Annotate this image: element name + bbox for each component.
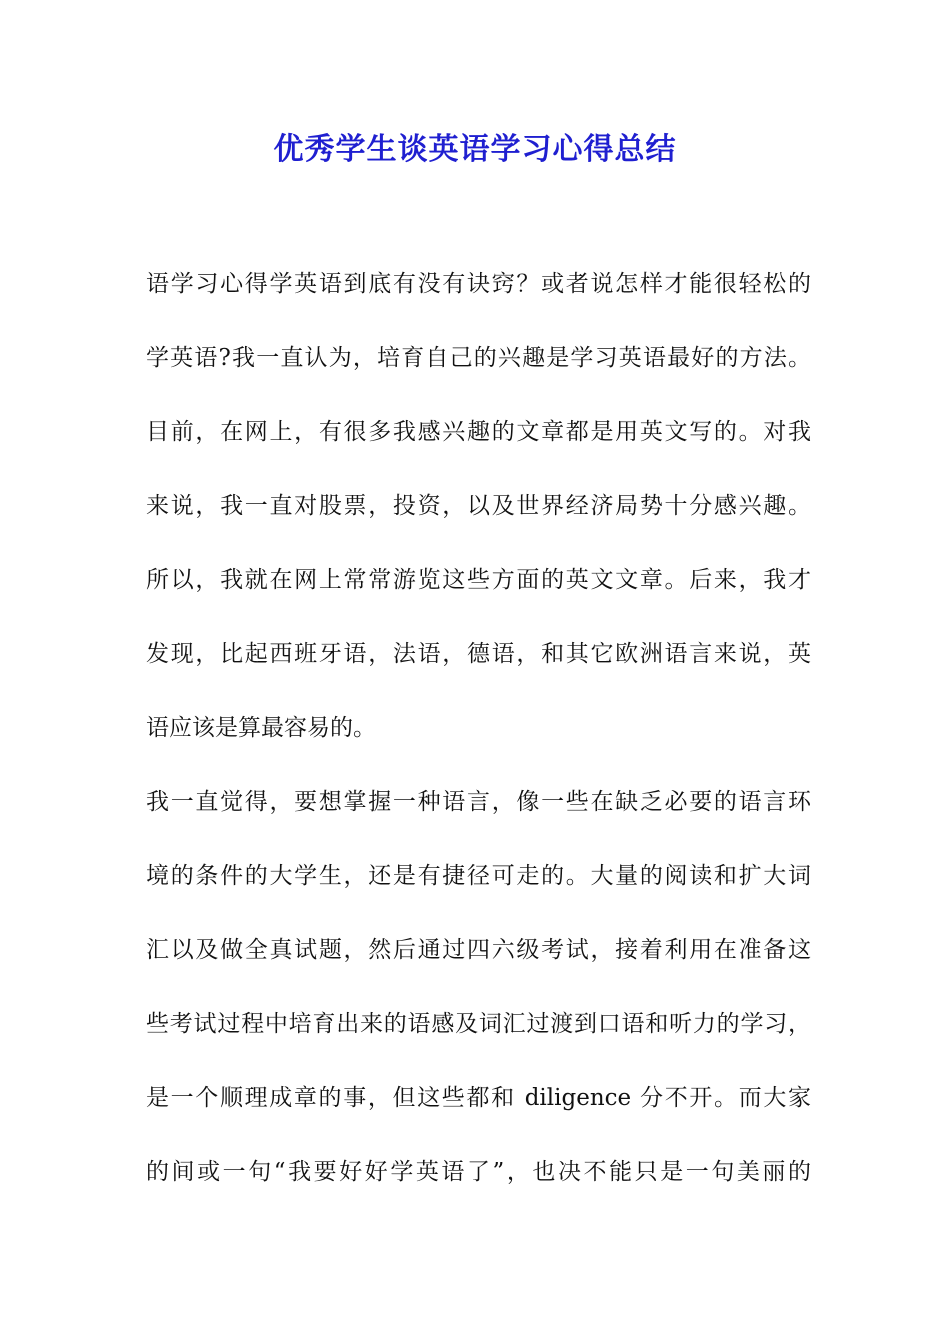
body-line: 些考试过程中培育出来的语感及词汇过渡到口语和听力的学习， <box>146 1011 811 1037</box>
body-line: 汇以及做全真试题，然后通过四六级考试，接着利用在准备这 <box>146 937 811 963</box>
body-line: 目前，在网上，有很多我感兴趣的文章都是用英文写的。对我 <box>146 419 811 445</box>
body-line: 境的条件的大学生，还是有捷径可走的。大量的阅读和扩大词 <box>146 863 811 889</box>
body-line: 发现，比起西班牙语，法语，德语，和其它欧洲语言来说，英 <box>146 641 811 667</box>
body-line: 是一个顺理成章的事，但这些都和 diligence 分不开。而大家 <box>146 1085 811 1111</box>
body-line: 来说，我一直对股票，投资，以及世界经济局势十分感兴趣。 <box>146 493 811 519</box>
document-title: 优秀学生谈英语学习心得总结 <box>273 132 677 167</box>
body-line: 的间或一句“我要好好学英语了”，也决不能只是一句美丽的 <box>146 1159 811 1185</box>
document-body <box>146 262 811 1224</box>
body-line: 所以，我就在网上常常游览这些方面的英文文章。后来，我才 <box>146 567 811 593</box>
body-line: 学英语?我一直认为，培育自己的兴趣是学习英语最好的方法。 <box>146 345 811 371</box>
body-line: 我一直觉得，要想掌握一种语言，像一些在缺乏必要的语言环 <box>146 789 811 815</box>
body-line: 语应该是算最容易的。 <box>146 715 376 741</box>
body-line: 语学习心得学英语到底有没有诀窍？或者说怎样才能很轻松的 <box>146 271 811 297</box>
